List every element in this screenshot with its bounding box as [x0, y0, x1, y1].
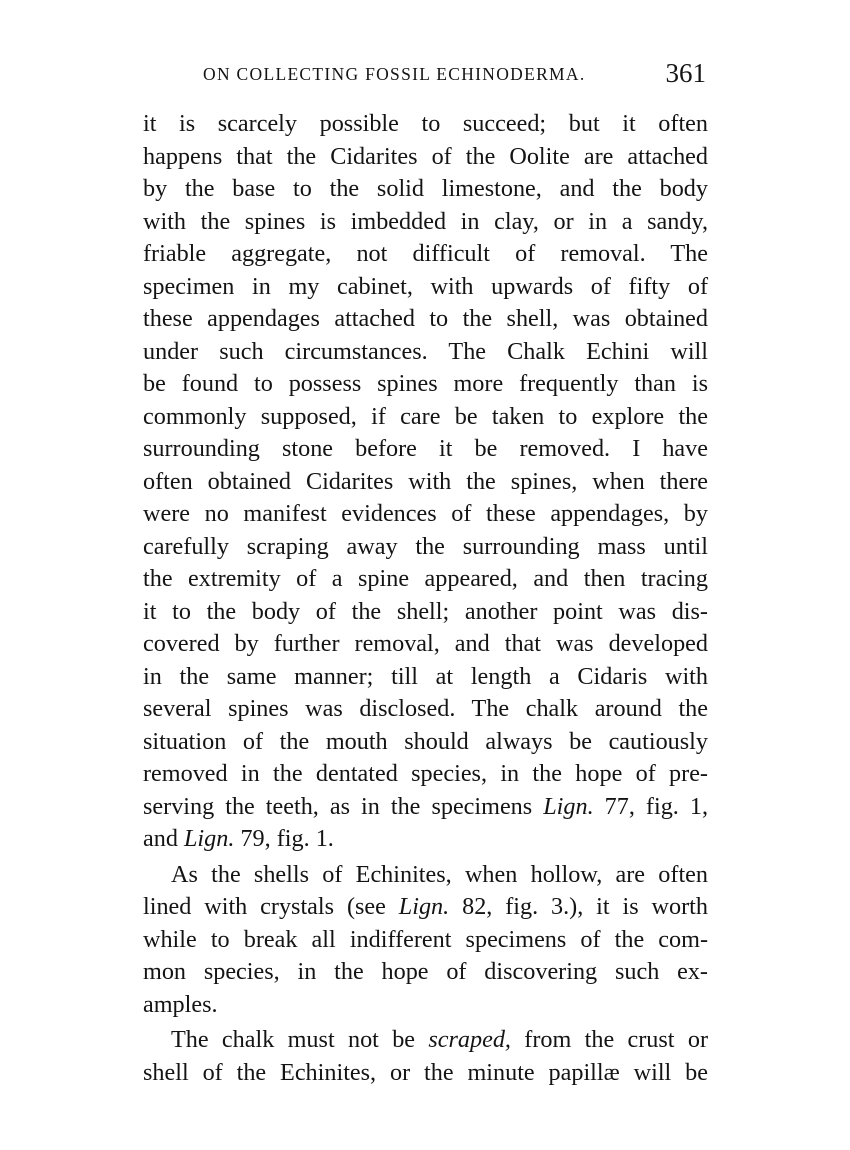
text-line: it to the body of the shell; another point was dis-	[143, 597, 708, 625]
figure-reference: Lign.	[398, 893, 450, 920]
text-line: several spines was disclosed. The chalk around the	[143, 695, 708, 722]
text-line: removed in the dentated species, in the hope of pre-	[143, 760, 708, 787]
text-line: be found to possess spines more frequently than is	[143, 370, 708, 397]
text-line: often obtained Cidarites with the spines, when there	[143, 467, 708, 495]
text-line: amples.	[143, 990, 218, 1018]
text-line: were no manifest evidences of these appendages, by	[143, 500, 708, 527]
text-line: surrounding stone before it be removed. I have	[143, 435, 708, 462]
paragraph	[143, 108, 708, 856]
text-line: carefully scraping away the surrounding mass until	[143, 532, 708, 560]
running-head	[143, 58, 708, 92]
paragraph	[143, 859, 708, 1022]
text-line: covered by further removal, and that was developed	[143, 630, 708, 657]
text-line: the extremity of a spine appeared, and then tracing	[143, 565, 708, 592]
text-line: situation of the mouth should always be cautiously	[143, 727, 708, 755]
paragraph	[143, 1024, 708, 1089]
text-line: while to break all indifferent specimens of the com-	[143, 925, 708, 953]
text-line: serving the teeth, as in the specimens Lign. 77, fig. 1,	[143, 792, 708, 820]
running-title: ON COLLECTING FOSSIL ECHINODERMA.	[203, 64, 586, 84]
text-line: with the spines is imbedded in clay, or in a sandy,	[143, 207, 708, 235]
figure-reference: Lign.	[543, 792, 594, 820]
figure-reference: Lign.	[183, 825, 235, 852]
text-line: friable aggregate, not difficult of removal. The	[143, 240, 708, 267]
text-line: shell of the Echinites, or the minute papillæ will be	[143, 1058, 708, 1086]
text-line: As the shells of Echinites, when hollow, are often	[171, 860, 708, 888]
text-line: mon species, in the hope of discovering such ex-	[143, 958, 708, 985]
text-line: in the same manner; till at length a Cidaris with	[143, 662, 708, 690]
text-line: specimen in my cabinet, with upwards of fifty of	[143, 272, 708, 300]
page-number: 361	[665, 58, 706, 88]
text-line: The chalk must not be scraped, from the crust or	[171, 1026, 708, 1053]
text-line: lined with crystals (see Lign. 82, fig. 3.), it is worth	[143, 893, 708, 920]
body-text	[143, 108, 708, 1089]
emphasis: scraped,	[428, 1026, 511, 1053]
text-line: these appendages attached to the shell, was obtained	[143, 305, 708, 332]
text-line: by the base to the solid limestone, and the body	[143, 175, 708, 202]
text-line: under such circumstances. The Chalk Echini will	[143, 337, 708, 365]
text-line: happens that the Cidarites of the Oolite are attached	[143, 142, 708, 170]
text-line: and Lign. 79, fig. 1.	[143, 825, 334, 852]
text-line: commonly supposed, if care be taken to explore the	[143, 402, 708, 430]
text-line: it is scarcely possible to succeed; but it often	[143, 110, 708, 137]
